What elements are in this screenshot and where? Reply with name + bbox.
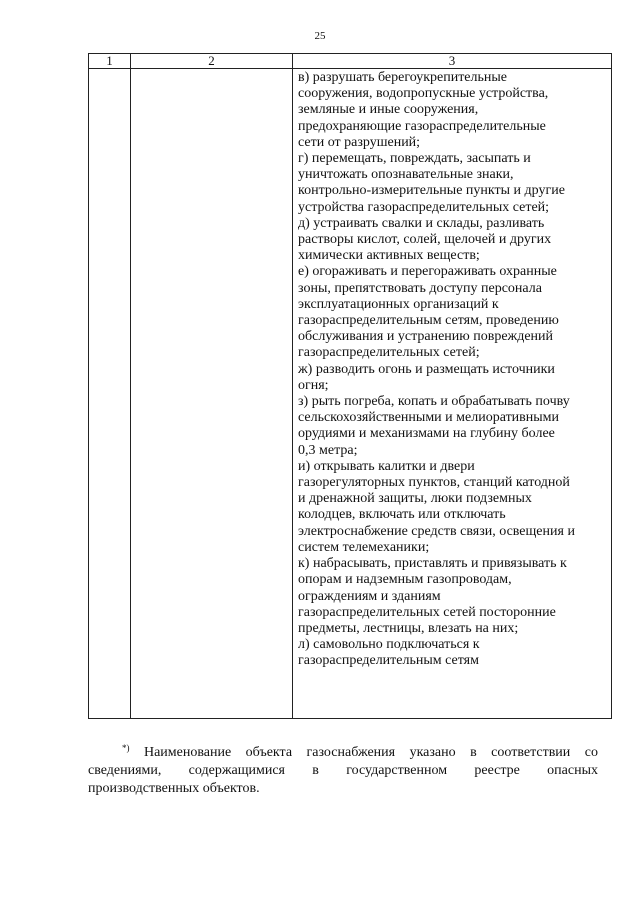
table-row: [89, 69, 612, 719]
prohibition-line: сооружения, водопропускные устройства,: [298, 86, 549, 102]
prohibition-line: и) открывать калитки и двери: [298, 458, 475, 474]
table-header-row: [89, 54, 612, 69]
prohibition-line: эксплуатационных организаций к: [298, 296, 499, 312]
column-header-3: 3: [293, 54, 612, 69]
prohibition-line: газораспределительных сетей;: [298, 345, 480, 361]
footnote-text: Наименование объекта газоснабжения указано в соответствии со: [143, 745, 598, 760]
prohibition-line: сети от разрушений;: [298, 134, 421, 150]
prohibition-line: газораспределительным сетям: [298, 653, 479, 669]
prohibition-line: обслуживания и устранению повреждений: [298, 329, 554, 345]
prohibition-line: д) устраивать свалки и склады, разливать: [298, 215, 545, 231]
prohibition-line: контрольно-измерительные пункты и другие: [298, 183, 565, 199]
prohibition-line: систем телемеханики;: [298, 539, 430, 555]
prohibition-line: л) самовольно подключаться к: [298, 637, 480, 653]
prohibition-line: сельскохозяйственными и мелиоративными: [298, 410, 560, 426]
prohibition-line: ограждениям и зданиям: [298, 588, 441, 604]
prohibition-line: опорам и надземным газопроводам,: [298, 572, 512, 588]
table-cell-col2: [131, 69, 293, 719]
prohibition-line: 0,3 метра;: [298, 442, 358, 458]
footnote: [88, 739, 598, 798]
table-cell-col1: [89, 69, 131, 719]
prohibition-line: газораспределительных сетей посторонние: [298, 604, 556, 620]
prohibition-line: уничтожать опознавательные знаки,: [298, 167, 514, 183]
prohibition-line: е) огораживать и перегораживать охранные: [298, 264, 557, 280]
column-header-2: 2: [131, 54, 293, 69]
prohibition-line: орудиями и механизмами на глубину более: [298, 426, 555, 442]
column-header-1: 1: [89, 54, 131, 69]
prohibition-line: и дренажной защиты, люки подземных: [298, 491, 532, 507]
table-cell-prohibitions: [293, 69, 612, 719]
prohibition-line: земляные и иные сооружения,: [298, 102, 479, 118]
prohibition-line: предметы, лестницы, влезать на них;: [298, 620, 519, 636]
prohibition-line: устройства газораспределительных сетей;: [298, 199, 550, 215]
footnote-line: производственных объектов.: [88, 781, 260, 796]
prohibition-line: огня;: [298, 377, 329, 393]
footnote-marker: *): [122, 743, 130, 753]
prohibition-line: ж) разводить огонь и размещать источники: [298, 361, 555, 377]
footnote-line: [88, 739, 598, 762]
prohibition-line: з) рыть погреба, копать и обрабатывать почву: [298, 394, 570, 410]
prohibition-line: зоны, препятствовать доступу персонала: [298, 280, 542, 296]
prohibition-line: колодцев, включать или отключать: [298, 507, 506, 523]
prohibition-line: газорегуляторных пунктов, станций катодной: [298, 475, 570, 491]
prohibition-line: предохраняющие газораспределительные: [298, 118, 546, 134]
footnote-line: сведениями, содержащимися в государственном реестре опасных: [88, 763, 598, 778]
prohibition-line: г) перемещать, повреждать, засыпать и: [298, 151, 531, 167]
requirements-table: [88, 53, 612, 719]
prohibition-line: газораспределительным сетям, проведению: [298, 313, 559, 329]
prohibition-line: в) разрушать берегоукрепительные: [298, 70, 508, 85]
prohibition-line: электроснабжение средств связи, освещения и: [298, 523, 575, 539]
page-number: 25: [314, 30, 326, 42]
prohibition-line: к) набрасывать, приставлять и привязывать к: [298, 556, 567, 572]
prohibition-line: химически активных веществ;: [298, 248, 480, 264]
prohibition-line: растворы кислот, солей, щелочей и других: [298, 232, 552, 248]
